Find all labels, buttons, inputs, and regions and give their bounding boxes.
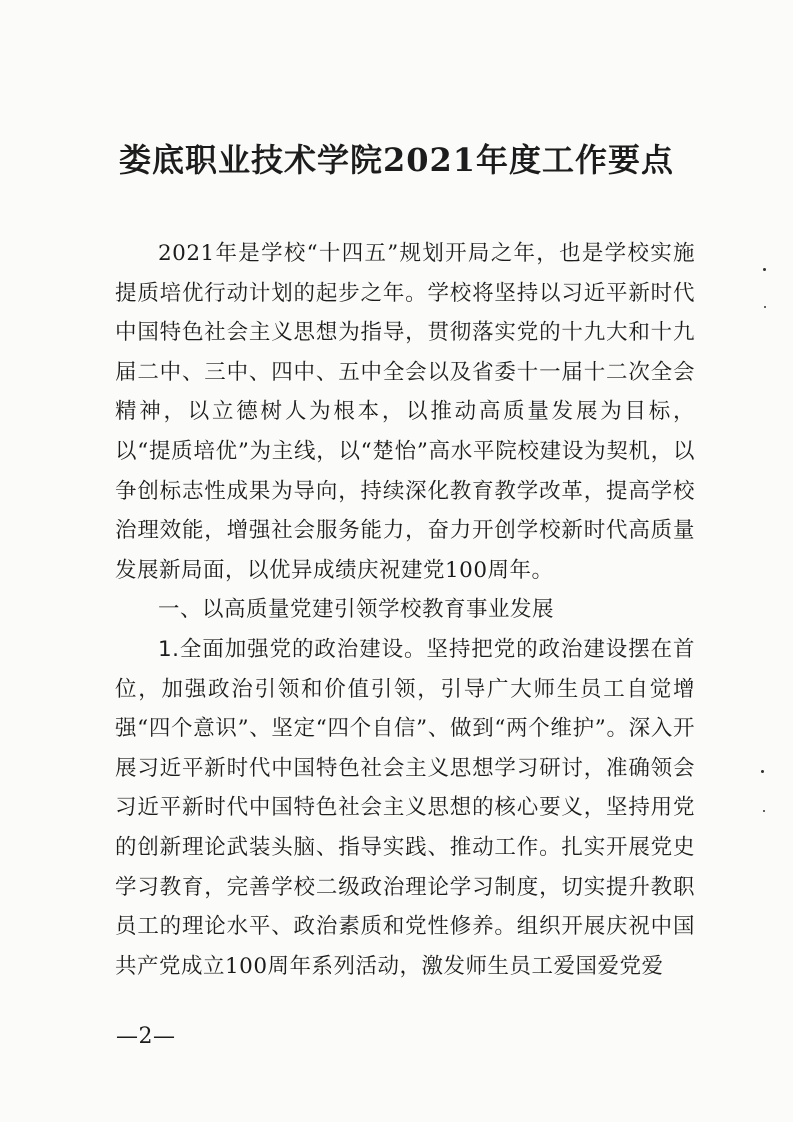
scan-speck xyxy=(763,810,765,812)
page-number: —2— xyxy=(116,1024,176,1049)
scan-speck xyxy=(763,268,766,271)
document-title: 娄底职业技术学院2021年度工作要点 xyxy=(118,141,675,179)
item-1-lead: 1.全面加强党的政治建设。 xyxy=(158,636,427,662)
item-1-text: 坚持把党的政治建设摆在首位，加强政治引领和价值引领，引导广大师生员工自觉增强“四个意识”、坚定“四个自信”、做到“两个维护”。深入开展习近平新时代中国特色社会主义思想学习研讨，准确领会习近平新时代中国特色社会主义思想的核心要义，坚持用党的创新理论武装头脑、指导实践、推动工作。扎实开展党史学习教育，完善学校二级政治理论学习制度，切实提升教职员工的理论水平、政治素质和党性修养。组织开展庆祝中国共产党成立100周年系列活动，激发师生员工爱国爱党爱 xyxy=(115,636,695,979)
item-1-paragraph xyxy=(115,630,695,986)
scan-speck xyxy=(764,306,766,308)
scan-speck xyxy=(761,770,764,773)
section-heading: 一、以高质量党建引领学校教育事业发展 xyxy=(158,597,555,623)
document-body xyxy=(115,234,695,986)
intro-paragraph: 2021年是学校“十四五”规划开局之年，也是学校实施提质培优行动计划的起步之年。学校将坚持以习近平新时代中国特色社会主义思想为指导，贯彻落实党的十九大和十九届二中、三中、四中、五中全会以及省委十一届十二次全会精神，以立德树人为根本，以推动高质量发展为目标，以“提质培优”为主线，以“楚怡”高水平院校建设为契机，以争创标志性成果为导向，持续深化教育教学改革，提高学校治理效能，增强社会服务能力，奋力开创学校新时代高质量发展新局面，以优异成绩庆祝建党100周年。 xyxy=(115,241,695,583)
